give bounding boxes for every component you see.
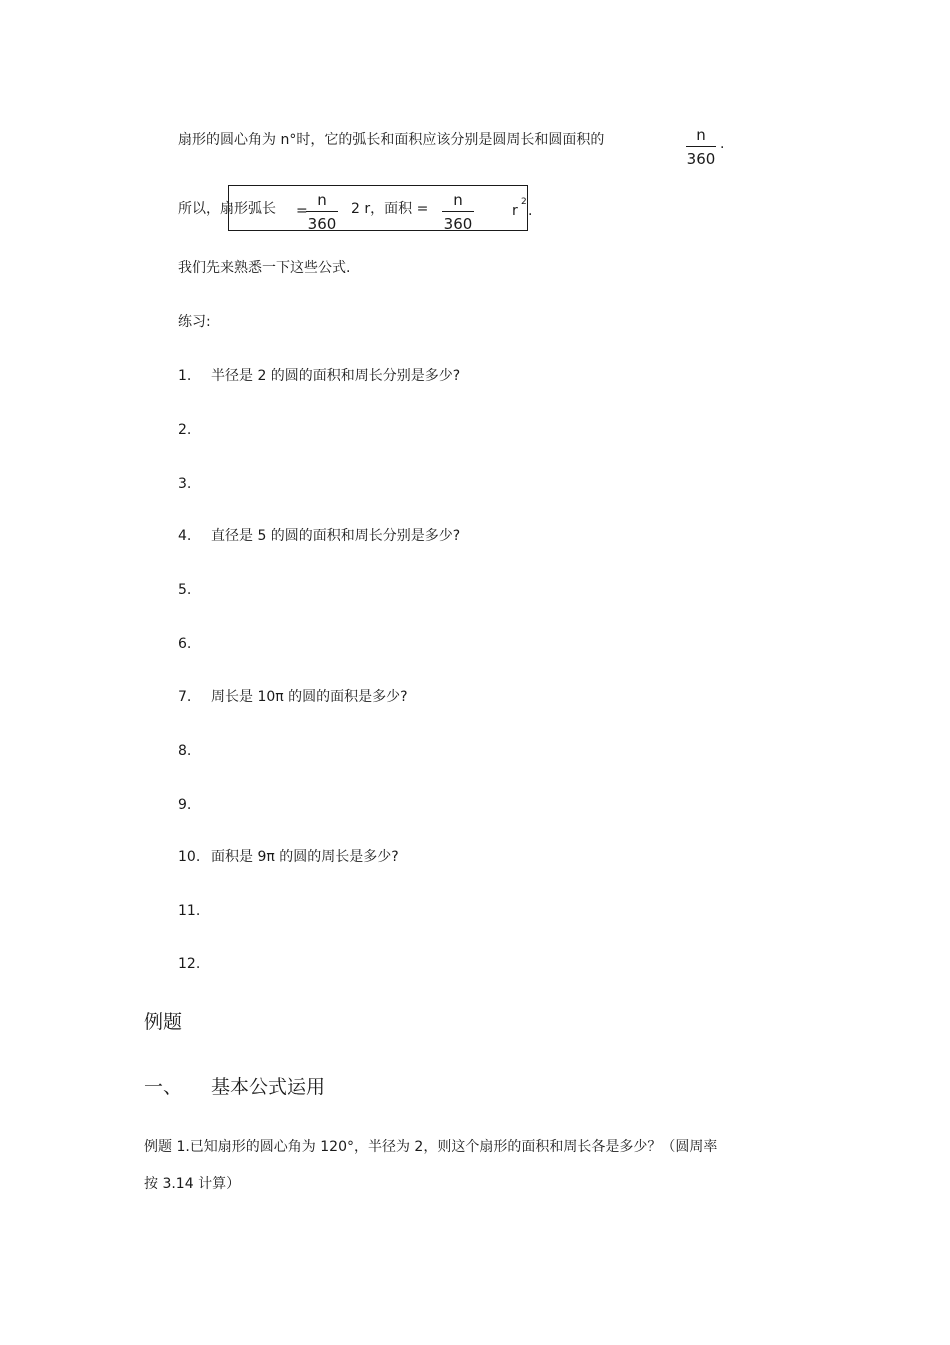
intro-text: 扇形的圆心角为 n°时，它的弧长和面积应该分别是圆周长和圆面积的: [178, 132, 605, 148]
exercise-number: 3.: [178, 476, 192, 492]
familiar-text: 我们先来熟悉一下这些公式.: [178, 260, 351, 276]
exercise-number: 9.: [178, 797, 192, 813]
example-line-2: 按 3.14 计算）: [144, 1176, 241, 1192]
intro-fraction: [686, 126, 716, 168]
intro-fraction-denominator: 360: [686, 150, 716, 168]
exercise-number: 12.: [178, 956, 201, 972]
section-title: 例题: [144, 1011, 183, 1033]
intro-fraction-numerator: n: [696, 126, 706, 144]
exercise-number: 11.: [178, 903, 201, 919]
exercise-number: 6.: [178, 636, 192, 652]
formula-fraction-area-numerator: n: [453, 191, 463, 209]
exercise-number: 7.: [178, 689, 192, 705]
exercise-text: 周长是 10π 的圆的面积是多少?: [211, 689, 408, 705]
formula-superscript: 2: [521, 197, 527, 207]
subsection-title: 基本公式运用: [211, 1076, 326, 1098]
exercise-label: 练习:: [178, 314, 211, 330]
exercise-number: 1.: [178, 368, 192, 384]
formula-fraction-area-denominator: 360: [443, 215, 473, 233]
exercise-number: 8.: [178, 743, 192, 759]
example-line-1: 例题 1.已知扇形的圆心角为 120°，半径为 2，则这个扇形的面积和周长各是多少？（圆周率: [144, 1139, 718, 1155]
exercise-text: 直径是 5 的圆的面积和周长分别是多少?: [211, 528, 461, 544]
formula-middle: 2 r，面积 =: [351, 201, 429, 217]
subsection-number: 一、: [144, 1076, 183, 1098]
formula-end-dot: .: [528, 203, 533, 219]
exercise-number: 5.: [178, 582, 192, 598]
formula-fraction-arc: [306, 191, 338, 233]
exercise-number: 10.: [178, 849, 201, 865]
formula-fraction-arc-denominator: 360: [307, 215, 337, 233]
exercise-number: 2.: [178, 422, 192, 438]
exercise-number: 4.: [178, 528, 192, 544]
formula-prefix: 所以，扇形弧长: [178, 201, 276, 217]
formula-fraction-arc-numerator: n: [317, 191, 327, 209]
formula-r: r: [512, 203, 518, 219]
formula-fraction-area: [442, 191, 474, 233]
exercise-text: 面积是 9π 的圆的周长是多少?: [211, 849, 399, 865]
formula-equals: =: [296, 203, 308, 219]
intro-end-dot: .: [720, 136, 725, 152]
exercise-text: 半径是 2 的圆的面积和周长分别是多少?: [211, 368, 461, 384]
